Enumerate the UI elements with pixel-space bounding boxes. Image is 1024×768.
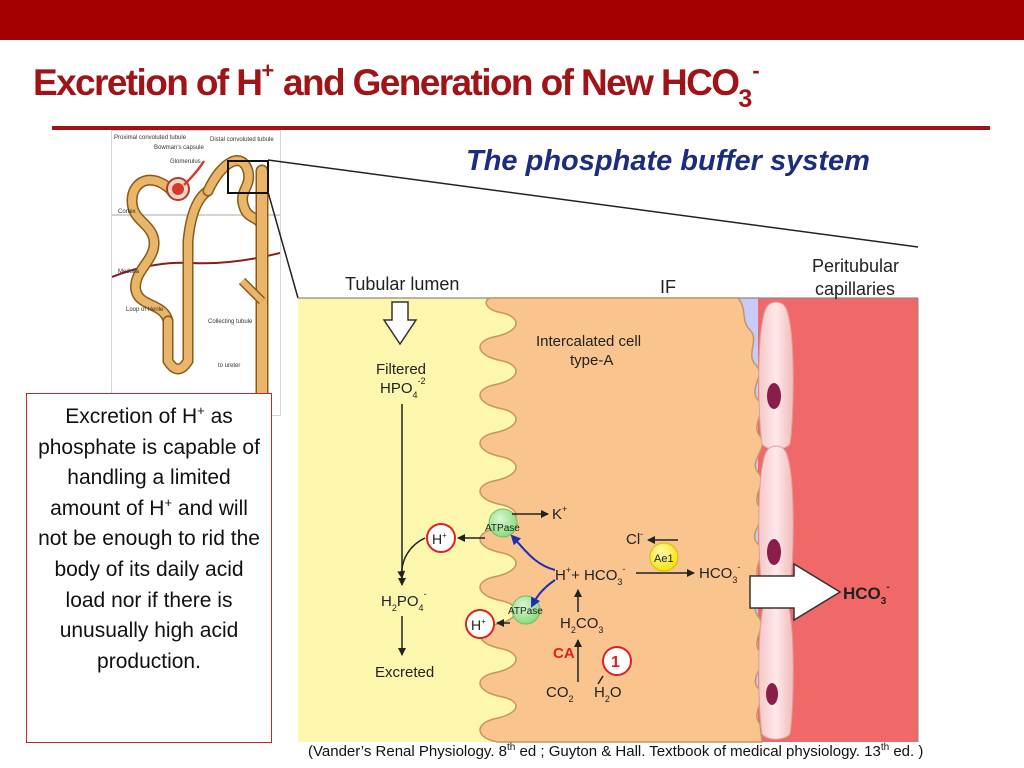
endothelial-nucleus-2 — [767, 539, 781, 565]
step-one-label: 1 — [611, 654, 620, 671]
zoom-guide-bottom — [268, 192, 298, 298]
diagram-subtitle: The phosphate buffer system — [466, 145, 870, 177]
label-medulla: Medulla — [118, 269, 140, 275]
label-bowman: Bowman's capsule — [154, 145, 204, 151]
label-k-plus: K+ — [552, 504, 568, 523]
label-excreted: Excreted — [375, 664, 435, 681]
label-h2co3: $H_2CO_3$ — [560, 615, 604, 635]
endothelial-nucleus-1 — [767, 383, 781, 409]
endothelial-cell-1 — [759, 302, 794, 449]
label-if: IF — [660, 277, 676, 297]
label-hpo4: $HPO_4^{-2}$ — [380, 376, 426, 400]
label-tubular-lumen: Tubular lumen — [345, 274, 460, 294]
label-proximal: Proximal convoluted tubule — [114, 135, 187, 141]
page-title: Excretion of H+ and Generation of New $HCO_3^-$ — [33, 57, 760, 114]
label-type-a: type-A — [570, 352, 614, 369]
label-peritubular: Peritubular — [812, 256, 900, 276]
intercalated-cell — [480, 298, 763, 742]
label-hco3-if: $HCO_3^-$ — [699, 562, 741, 585]
h-plus-label-upper: H+ — [432, 531, 447, 547]
label-hco3-blood: $HCO_3^-$ — [843, 582, 890, 607]
label-cortex: Cortex — [118, 209, 136, 215]
h-plus-label-lower: H+ — [471, 617, 486, 633]
label-cl-minus: Cl- — [626, 529, 644, 548]
label-capillaries: capillaries — [815, 279, 896, 299]
zoom-guide-top — [268, 160, 918, 247]
label-filtered: Filtered — [376, 361, 427, 378]
label-loop: Loop of Henle — [126, 307, 164, 313]
endothelial-cell-3 — [759, 592, 794, 739]
label-distal: Distal convoluted tubule — [210, 137, 274, 143]
label-glomerulus: Glomerulus — [170, 159, 201, 165]
atpase-label-upper: ATPase — [485, 523, 520, 534]
label-ureter: to ureter — [218, 363, 241, 369]
ae1-label: Ae1 — [654, 553, 674, 565]
endothelial-cell-2 — [759, 446, 794, 593]
label-intercalated-cell: Intercalated cell — [536, 333, 642, 350]
label-h2po4: $H_2PO_4^-$ — [381, 589, 427, 613]
label-h2o: $H_2O$ — [594, 684, 622, 704]
label-h-plus-hco3: $H^++ HCO_3^-$ — [555, 564, 626, 587]
atpase-label-lower: ATPase — [508, 606, 543, 617]
endothelial-nucleus-3 — [766, 683, 778, 705]
label-collecting: Collecting tubule — [208, 319, 253, 325]
explanation-textbox: Excretion of H+ as phosphate is capable of handling a limited amount of H+ and will not be enough to rid the body of its daily acid load nor if there is unusually high acid production. — [26, 393, 272, 743]
citation: (Vander’s Renal Physiology. 8th ed ; Guyton & Hall. Textbook of medical physiology. 13th ed. ) — [308, 742, 924, 760]
label-co2: $CO_2$ — [546, 684, 574, 704]
label-carbonic-anhydrase: CA — [553, 645, 575, 662]
